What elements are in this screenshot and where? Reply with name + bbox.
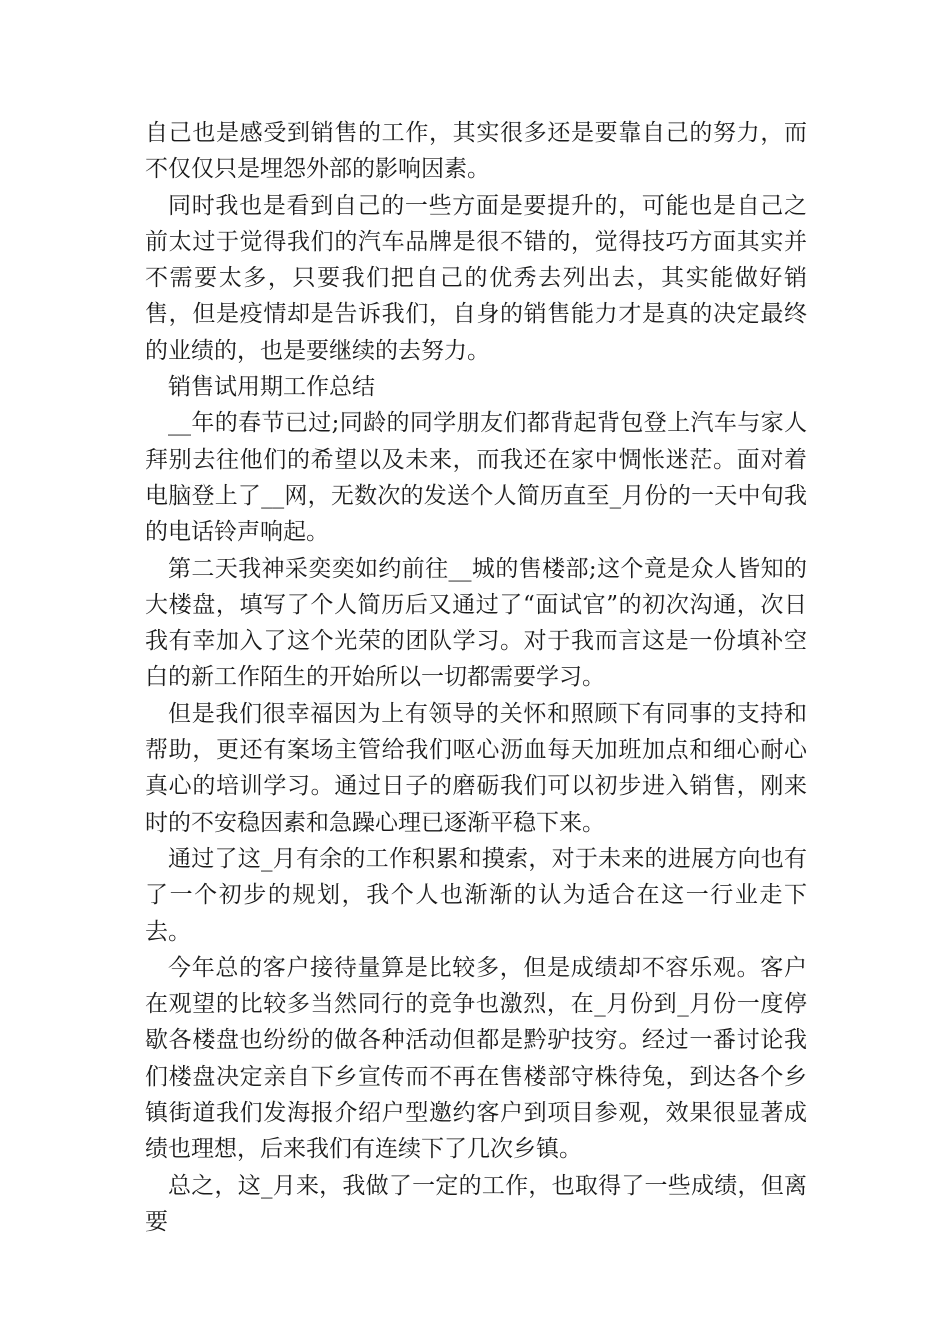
paragraph: 但是我们很幸福因为上有领导的关怀和照顾下有同事的支持和帮助，更还有案场主管给我们呕心沥血每天加班加点和细心耐心真心的培训学习。通过日子的磨砺我们可以初步进入销售，刚来时的不安稳因素和急躁心理已逐渐平稳下来。 [145,700,807,836]
paragraph: 总之，这_月来，我做了一定的工作，也取得了一些成绩，但离要 [145,1172,807,1235]
paragraph: 自己也是感受到销售的工作，其实很多还是要靠自己的努力，而不仅仅只是埋怨外部的影响因素。 [145,120,807,183]
document-body [145,115,807,1240]
paragraph: __年的春节已过;同龄的同学朋友们都背起背包登上汽车与家人拜别去往他们的希望以及未来，而我还在家中惆怅迷茫。面对着电脑登上了__网，无数次的发送个人简历直至_月份的一天中旬我的电话铃声响起。 [145,410,807,546]
paragraph: 今年总的客户接待量算是比较多，但是成绩却不容乐观。客户在观望的比较多当然同行的竞争也激烈，在_月份到_月份一度停歇各楼盘也纷纷的做各种活动但都是黔驴技穷。经过一番讨论我们楼盘决定亲自下乡宣传而不再在售楼部守株待兔，到达各个乡镇街道我们发海报介绍户型邀约客户到项目参观，效果很显著成绩也理想，后来我们有连续下了几次乡镇。 [145,954,807,1163]
paragraph: 第二天我神采奕奕如约前往__城的售楼部;这个竟是众人皆知的大楼盘，填写了个人简历后又通过了“面试官”的初次沟通，次日我有幸加入了这个光荣的团队学习。对于我而言这是一份填补空白的新工作陌生的开始所以一切都需要学习。 [145,555,807,691]
paragraph: 通过了这_月有余的工作积累和摸索，对于未来的进展方向也有了一个初步的规划，我个人也渐渐的认为适合在这一行业走下去。 [145,845,807,945]
paragraph: 同时我也是看到自己的一些方面是要提升的，可能也是自己之前太过于觉得我们的汽车品牌是很不错的，觉得技巧方面其实并不需要太多，只要我们把自己的优秀去列出去，其实能做好销售，但是疫情却是告诉我们，自身的销售能力才是真的决定最终的业绩的，也是要继续的去努力。 [145,192,807,364]
section-heading: 销售试用期工作总结 [168,374,375,401]
